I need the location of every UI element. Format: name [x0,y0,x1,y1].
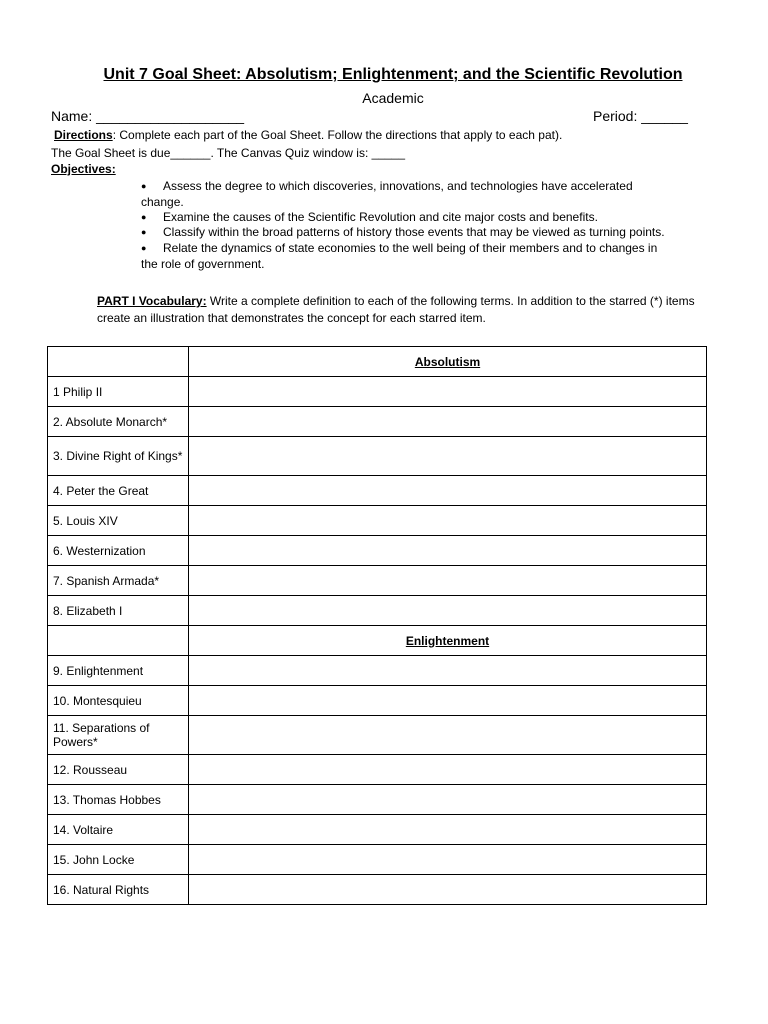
section-header-row [48,626,707,656]
section-heading: Enlightenment [189,626,707,656]
table-row [48,845,707,875]
definition-cell[interactable] [189,476,707,506]
part1-label: PART I Vocabulary: [97,294,207,308]
vocabulary-table [47,346,707,905]
term-cell: 12. Rousseau [48,755,189,785]
table-row [48,656,707,686]
objective-item [141,240,711,272]
term-cell: 15. John Locke [48,845,189,875]
term-cell: 11. Separations of Powers* [48,716,189,755]
term-cell: 8. Elizabeth I [48,596,189,626]
part1-text: Write a complete definition to each of the following terms. In addition to the starred (*) items create an illustration that demonstrates the concept for each starred item. [97,294,695,325]
objective-text: ● Examine the causes of the Scientific Revolution and cite major costs and benefits. [141,209,711,225]
objective-item [141,209,711,225]
page-title: Unit 7 Goal Sheet: Absolutism; Enlightenment; and the Scientific Revolution [103,66,683,83]
objective-item [141,224,711,240]
definition-cell[interactable] [189,656,707,686]
period-field: Period: ______ [593,108,688,124]
definition-cell[interactable] [189,875,707,905]
definition-cell[interactable] [189,815,707,845]
term-cell: 3. Divine Right of Kings* [48,437,189,476]
definition-cell[interactable] [189,377,707,407]
table-row [48,815,707,845]
table-row [48,506,707,536]
table-row [48,596,707,626]
table-row [48,377,707,407]
directions [54,128,562,142]
term-cell: 13. Thomas Hobbes [48,785,189,815]
directions-text: : Complete each part of the Goal Sheet. Follow the directions that apply to each pat). [112,128,563,142]
definition-cell[interactable] [189,845,707,875]
definition-cell[interactable] [189,566,707,596]
table-row [48,407,707,437]
definition-cell[interactable] [189,755,707,785]
table-row [48,875,707,905]
term-cell: 9. Enlightenment [48,656,189,686]
table-row [48,566,707,596]
table-row [48,716,707,755]
directions-label: Directions [54,128,113,142]
table-row [48,437,707,476]
objective-item [141,178,711,210]
definition-cell[interactable] [189,716,707,755]
definition-cell[interactable] [189,596,707,626]
definition-cell[interactable] [189,407,707,437]
empty-cell [48,347,189,377]
table-row [48,536,707,566]
table-row [48,476,707,506]
name-field: Name: ___________________ [51,108,245,124]
term-cell: 6. Westernization [48,536,189,566]
table-row [48,686,707,716]
section-heading: Absolutism [189,347,707,377]
empty-cell [48,626,189,656]
term-cell: 1 Philip II [48,377,189,407]
term-cell: 16. Natural Rights [48,875,189,905]
term-cell: 2. Absolute Monarch* [48,407,189,437]
objective-text: ● Assess the degree to which discoveries, innovations, and technologies have accelerated [141,178,711,194]
term-cell: 14. Voltaire [48,815,189,845]
objective-text-cont: change. [141,195,184,209]
page-subtitle: Academic [362,90,424,106]
term-cell: 10. Montesquieu [48,686,189,716]
definition-cell[interactable] [189,506,707,536]
section-header-row [48,347,707,377]
term-cell: 5. Louis XIV [48,506,189,536]
definition-cell[interactable] [189,437,707,476]
definition-cell[interactable] [189,785,707,815]
objectives-heading: Objectives: [51,162,116,176]
definition-cell[interactable] [189,536,707,566]
objective-text: ● Classify within the broad patterns of history those events that may be viewed as turning points. [141,224,711,240]
part1-instructions [97,293,727,327]
table-row [48,755,707,785]
objective-text: ● Relate the dynamics of state economies to the well being of their members and to changes in [141,240,711,256]
term-cell: 7. Spanish Armada* [48,566,189,596]
table-row [48,785,707,815]
objective-text-cont: the role of government. [141,257,265,271]
definition-cell[interactable] [189,686,707,716]
term-cell: 4. Peter the Great [48,476,189,506]
due-line: The Goal Sheet is due______. The Canvas Quiz window is: _____ [51,146,405,160]
